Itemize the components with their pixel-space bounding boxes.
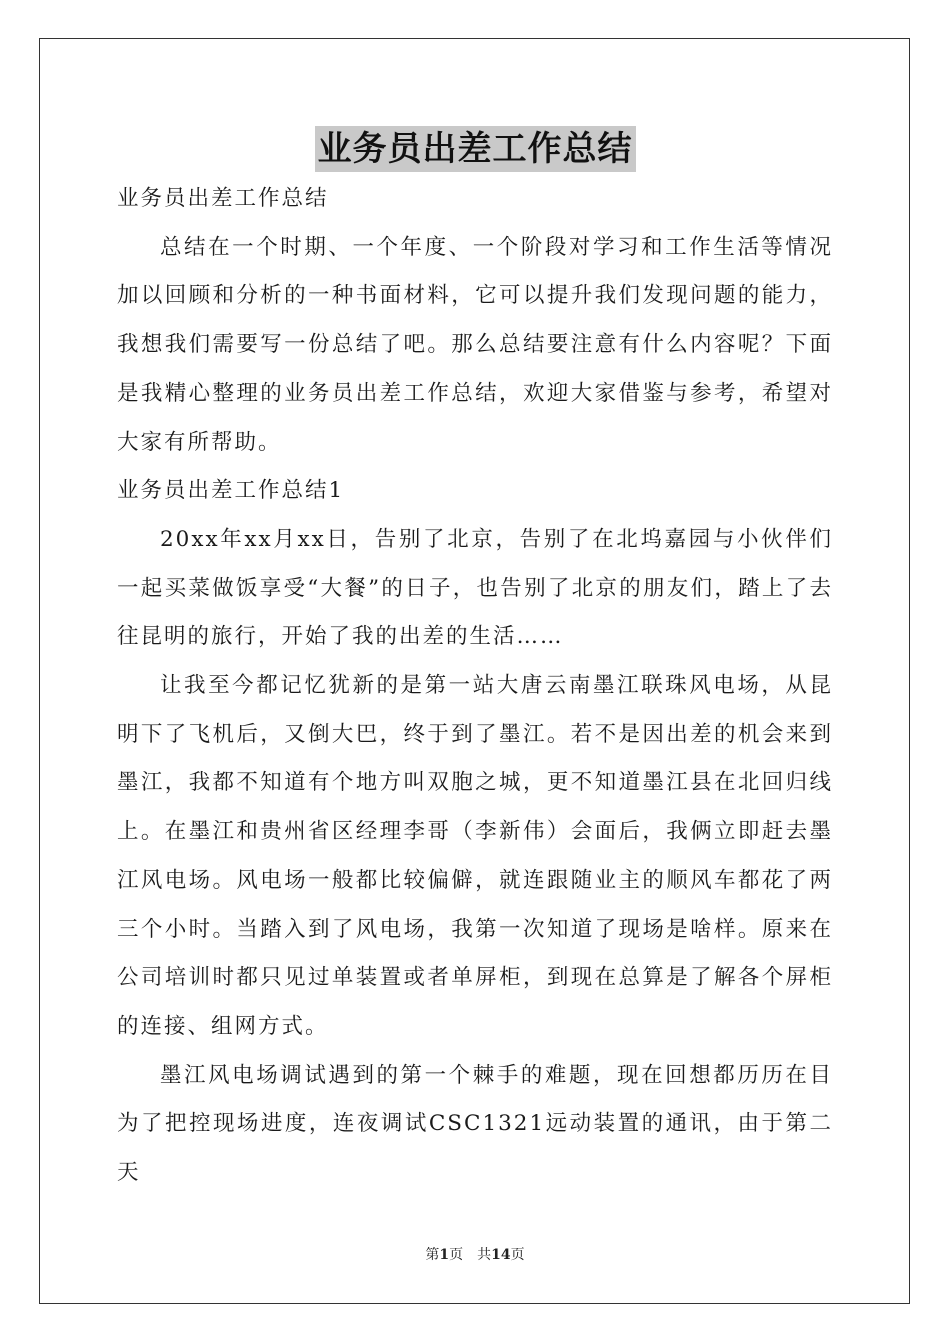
section-heading: 业务员出差工作总结1: [117, 478, 345, 504]
document-title-wrapper: [0, 126, 950, 178]
footer-mid: 页 共: [449, 1247, 492, 1263]
document-title: 业务员出差工作总结: [315, 126, 636, 172]
footer-suffix: 页: [510, 1247, 525, 1263]
footer-page-number: 1: [439, 1247, 450, 1263]
body-paragraph: 墨江风电场调试遇到的第一个棘手的难题，现在回想都历历在目为了把控现场进度，连夜调试CSC1321远动装置的通讯，由于第二天: [117, 1062, 833, 1186]
subtitle-paragraph: 业务员出差工作总结: [117, 186, 329, 211]
page-footer: [0, 1244, 950, 1264]
footer-prefix: 第: [425, 1247, 440, 1263]
document-body: [117, 175, 833, 1198]
body-paragraph: 20xx年xx月xx日，告别了北京，告别了在北坞嘉园与小伙伴们一起买菜做饭享受“大餐”的日子，也告别了北京的朋友们，踏上了去往昆明的旅行，开始了我的出差的生活……: [117, 526, 833, 650]
intro-paragraph: 总结在一个时期、一个年度、一个阶段对学习和工作生活等情况加以回顾和分析的一种书面材料，它可以提升我们发现问题的能力，我想我们需要写一份总结了吧。那么总结要注意有什么内容呢？下面是我精心整理的业务员出差工作总结，欢迎大家借鉴与参考，希望对大家有所帮助。: [117, 234, 833, 455]
footer-total-pages: 14: [491, 1247, 511, 1263]
body-paragraph: 让我至今都记忆犹新的是第一站大唐云南墨江联珠风电场，从昆明下了飞机后，又倒大巴，终于到了墨江。若不是因出差的机会来到墨江，我都不知道有个地方叫双胞之城，更不知道墨江县在北回归线上。在墨江和贵州省区经理李哥（李新伟）会面后，我俩立即赶去墨江风电场。风电场一般都比较偏僻，就连跟随业主的顺风车都花了两三个小时。当踏入到了风电场，我第一次知道了现场是啥样。原来在公司培训时都只见过单装置或者单屏柜，到现在总算是了解各个屏柜的连接、组网方式。: [117, 673, 833, 1039]
